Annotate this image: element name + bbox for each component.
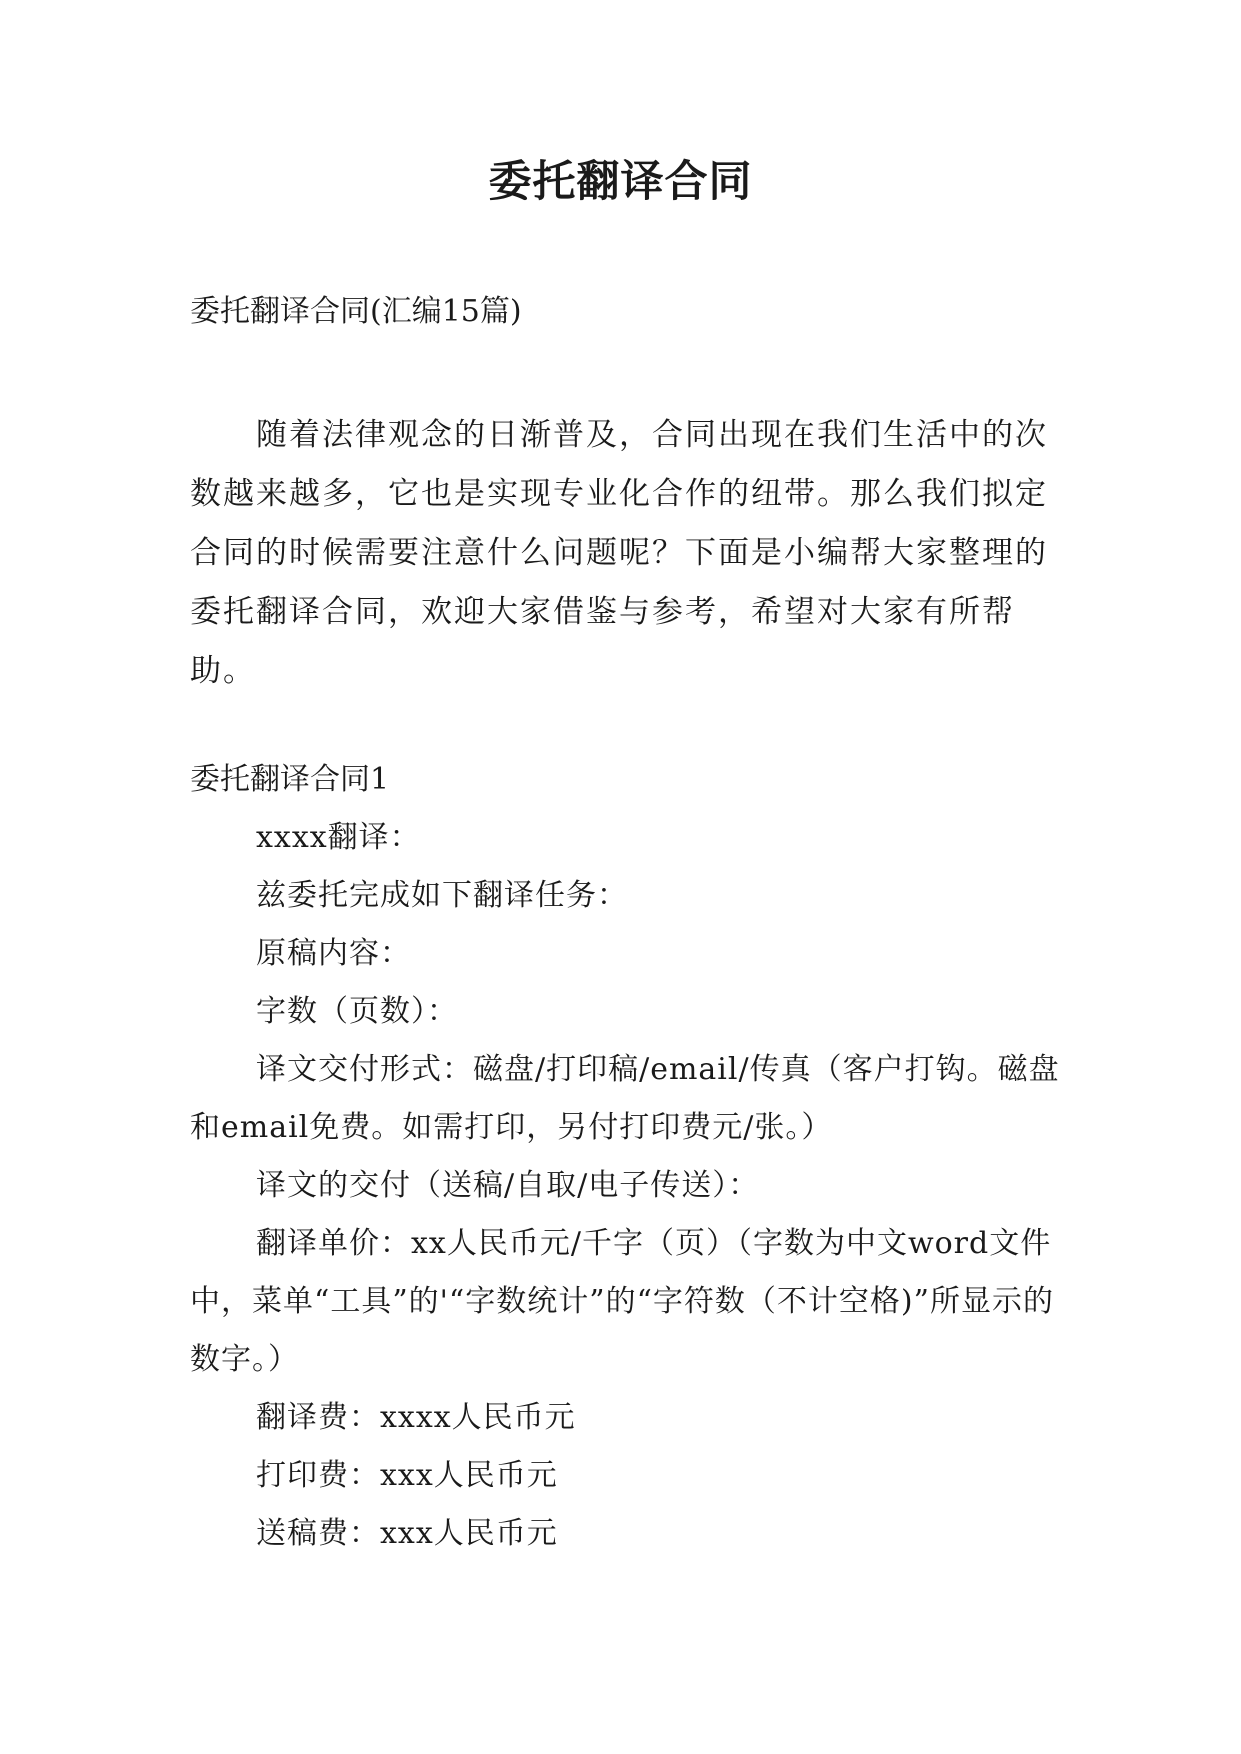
paragraph-word-count: 字数（页数）：: [256, 994, 458, 1029]
paragraph-delivery-format: 译文交付形式：磁盘/打印稿/email/传真（客户打钩。磁盘和email免费。如需打印，另付打印费元/张。）: [190, 1052, 1060, 1145]
paragraph-printing-fee: 打印费：xxx人民币元: [256, 1458, 558, 1493]
paragraph-commission: 兹委托完成如下翻译任务：: [256, 878, 628, 913]
section-title: 委托翻译合同1: [190, 762, 390, 797]
intro-paragraph: 随着法律观念的日渐普及，合同出现在我们生活中的次数越来越多，它也是实现专业化合作的纽带。那么我们拟定合同的时候需要注意什么问题呢？下面是小编帮大家整理的委托翻译合同，欢迎大家借鉴与参考，希望对大家有所帮助。: [190, 417, 1048, 689]
paragraph-delivery-method: 译文的交付（送稿/自取/电子传送）：: [256, 1168, 760, 1203]
document-subtitle: 委托翻译合同(汇编15篇): [190, 294, 522, 329]
paragraph-unit-price: 翻译单价：xx人民币元/千字（页）（字数为中文word文件中，菜单“工具”的'“字数统计”的“字符数（不计空格)”所显示的数字。）: [190, 1226, 1054, 1377]
contract-body: [190, 809, 1070, 1563]
paragraph-translator: xxxx翻译：: [256, 820, 421, 855]
paragraph-delivery-fee: 送稿费：xxx人民币元: [256, 1516, 558, 1551]
document-title: 委托翻译合同: [488, 157, 753, 207]
paragraph-translation-fee: 翻译费：xxxx人民币元: [256, 1400, 576, 1435]
paragraph-original-content: 原稿内容：: [256, 936, 411, 971]
